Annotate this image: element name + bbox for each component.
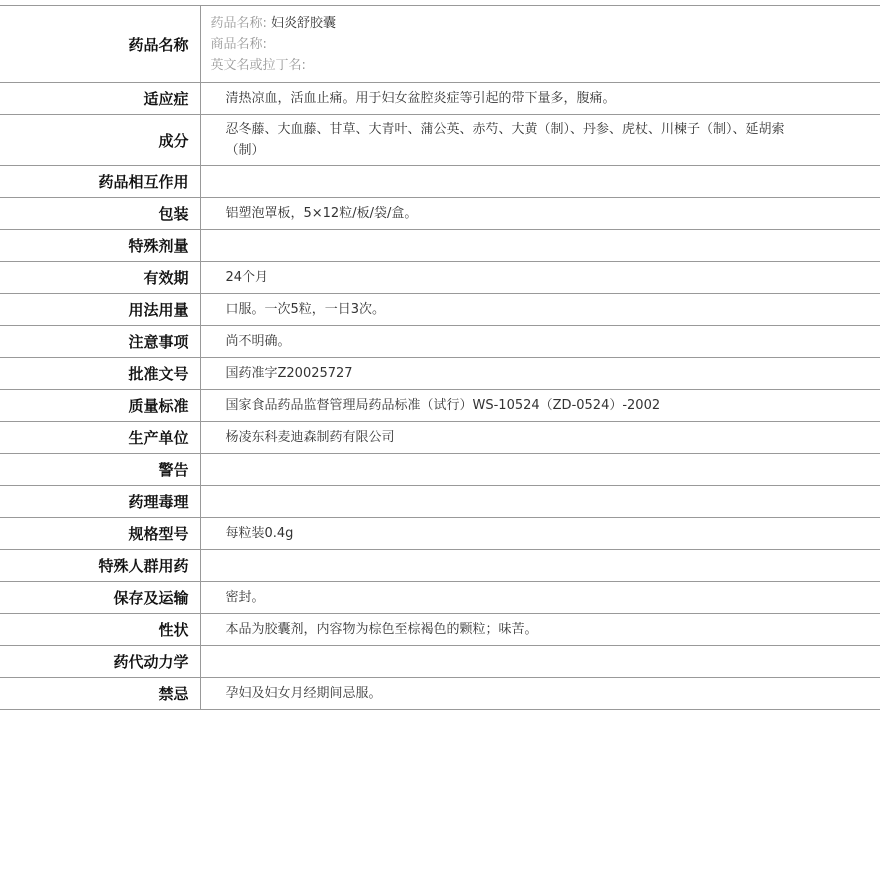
generic-name-line (211, 13, 880, 34)
field-label: 用法用量 (0, 294, 200, 326)
row-manufacturer (0, 422, 880, 454)
field-label: 注意事项 (0, 326, 200, 358)
field-label: 保存及运输 (0, 582, 200, 614)
field-label: 药代动力学 (0, 646, 200, 678)
field-value: 清热凉血，活血止痛。用于妇女盆腔炎症等引起的带下量多，腹痛。 (200, 83, 880, 115)
field-label: 药品相互作用 (0, 166, 200, 198)
field-value: 国家食品药品监督管理局药品标准（试行）WS-10524（ZD-0524）-2002 (200, 390, 880, 422)
field-value: 密封。 (200, 582, 880, 614)
row-storage (0, 582, 880, 614)
field-label: 规格型号 (0, 518, 200, 550)
generic-name-label: 药品名称: (210, 15, 267, 31)
field-value: 口服。一次5粒，一日3次。 (200, 294, 880, 326)
drug-info-table (0, 5, 880, 710)
field-label: 药理毒理 (0, 486, 200, 518)
field-label: 警告 (0, 454, 200, 486)
field-value: 国药准字Z20025727 (200, 358, 880, 390)
row-approval-number (0, 358, 880, 390)
field-label: 特殊人群用药 (0, 550, 200, 582)
field-label: 有效期 (0, 262, 200, 294)
row-description (0, 614, 880, 646)
row-interactions (0, 166, 880, 198)
field-label: 禁忌 (0, 678, 200, 710)
field-label: 批准文号 (0, 358, 200, 390)
row-ingredients (0, 115, 880, 166)
field-value: 尚不明确。 (200, 326, 880, 358)
field-value (200, 550, 880, 582)
field-value: 杨凌东科麦迪森制药有限公司 (200, 422, 880, 454)
row-contraindications (0, 678, 880, 710)
row-drug-name (0, 6, 880, 83)
field-label: 包装 (0, 198, 200, 230)
row-pharmacology (0, 486, 880, 518)
drug-name-values (200, 6, 880, 83)
field-value (200, 230, 880, 262)
field-label: 质量标准 (0, 390, 200, 422)
trade-name-label: 商品名称: (210, 36, 267, 52)
field-value: 24个月 (200, 262, 880, 294)
field-value (200, 454, 880, 486)
field-label: 生产单位 (0, 422, 200, 454)
row-usage (0, 294, 880, 326)
field-label: 性状 (0, 614, 200, 646)
english-name-line (211, 55, 880, 76)
drug-name-label: 药品名称 (0, 6, 200, 83)
row-special-dosage (0, 230, 880, 262)
trade-name-line (211, 34, 880, 55)
field-value: 孕妇及妇女月经期间忌服。 (200, 678, 880, 710)
field-value: 每粒装0.4g (200, 518, 880, 550)
field-value: 忍冬藤、大血藤、甘草、大青叶、蒲公英、赤芍、大黄（制）、丹参、虎杖、川楝子（制）、延胡索（制） (200, 115, 880, 166)
row-pharmacokinetics (0, 646, 880, 678)
row-indications (0, 83, 880, 115)
row-packaging (0, 198, 880, 230)
row-special-populations (0, 550, 880, 582)
generic-name-value: 妇炎舒胶囊 (271, 15, 337, 31)
field-label: 成分 (0, 115, 200, 166)
row-precautions (0, 326, 880, 358)
field-value: 本品为胶囊剂，内容物为棕色至棕褐色的颗粒；味苦。 (200, 614, 880, 646)
field-label: 特殊剂量 (0, 230, 200, 262)
row-shelf-life (0, 262, 880, 294)
row-specification (0, 518, 880, 550)
row-warning (0, 454, 880, 486)
field-value (200, 166, 880, 198)
field-value (200, 646, 880, 678)
field-value (200, 486, 880, 518)
row-quality-standard (0, 390, 880, 422)
field-value: 铝塑泡罩板，5×12粒/板/袋/盒。 (200, 198, 880, 230)
field-label: 适应症 (0, 83, 200, 115)
english-name-label: 英文名或拉丁名: (210, 57, 306, 73)
